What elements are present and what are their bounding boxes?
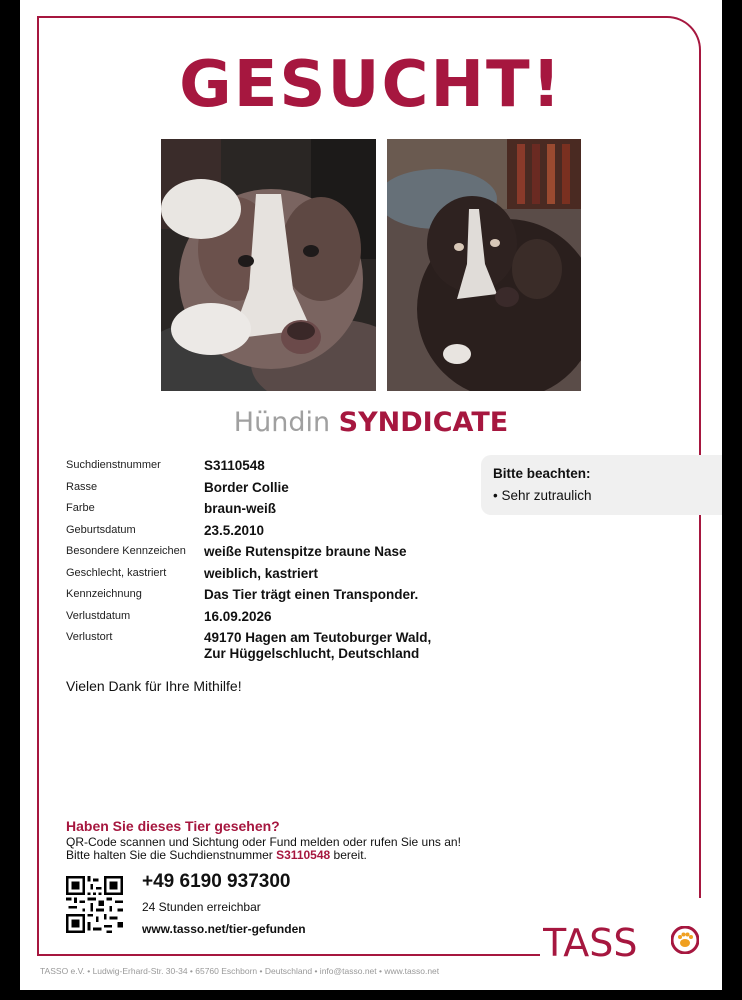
- poster-frame-bottom: [37, 954, 540, 956]
- dog-photo-2: [387, 139, 581, 391]
- detail-label: Besondere Kennzeichen: [66, 545, 186, 557]
- detail-value: [204, 630, 431, 662]
- contact-question: Haben Sie dieses Tier gesehen?: [66, 818, 280, 834]
- pet-name: SYNDICATE: [338, 407, 509, 438]
- pet-sex: Hündin: [233, 407, 331, 438]
- detail-row: [66, 587, 486, 609]
- detail-label: Geburtsdatum: [66, 523, 136, 536]
- detail-value: weiße Rutenspitze braune Nase: [204, 544, 407, 559]
- detail-value: 16.09.2026: [204, 608, 272, 624]
- detail-label: Verlustdatum: [66, 609, 131, 622]
- detail-row: [66, 544, 486, 566]
- thanks-text: Vielen Dank für Ihre Mithilfe!: [66, 678, 242, 694]
- detail-row: [66, 566, 486, 588]
- detail-row: [66, 501, 486, 523]
- detail-value: S3110548: [204, 458, 265, 473]
- detail-value: Border Collie: [204, 479, 289, 495]
- pet-name-line: [20, 407, 722, 438]
- detail-label: Suchdienstnummer: [66, 459, 161, 471]
- logo-text: TASS: [543, 921, 638, 965]
- notice-item: • Sehr zutraulich: [493, 488, 592, 503]
- detail-label: Rasse: [66, 480, 98, 493]
- contact-instruction: QR-Code scannen und Sichtung oder Fund melden oder rufen Sie uns an!: [66, 835, 461, 849]
- contact-phone[interactable]: +49 6190 937300: [142, 871, 291, 892]
- detail-row: [66, 523, 486, 545]
- detail-label: Geschlecht, kastriert: [66, 566, 167, 579]
- detail-value: weiblich, kastriert: [204, 565, 319, 581]
- qr-code-icon[interactable]: [66, 876, 123, 933]
- dog-photo-1: [161, 139, 376, 391]
- paw-icon: [671, 926, 699, 954]
- detail-label: Verlustort: [66, 631, 113, 643]
- detail-row: [66, 630, 486, 670]
- poster-page: [20, 0, 722, 990]
- detail-row: [66, 480, 486, 502]
- detail-label: Kennzeichnung: [66, 588, 142, 600]
- detail-value: 23.5.2010: [204, 522, 265, 538]
- reference-number: S3110548: [276, 848, 331, 862]
- detail-value-line-2: Zur Hüggelschlucht, Deutschland: [204, 646, 420, 661]
- detail-label: Farbe: [66, 502, 95, 514]
- detail-row: [66, 458, 486, 480]
- contact-hours: 24 Stunden erreichbar: [142, 900, 261, 914]
- poster-title: GESUCHT!: [179, 48, 563, 122]
- detail-value: braun-weiß: [204, 501, 277, 516]
- detail-value: Das Tier trägt einen Transponder.: [204, 587, 419, 602]
- notice-title: Bitte beachten:: [493, 466, 591, 481]
- notice-box: [481, 455, 722, 515]
- details-table: [66, 458, 486, 670]
- contact-website-link[interactable]: www.tasso.net/tier-gefunden: [142, 922, 306, 936]
- detail-row: [66, 609, 486, 631]
- footer-address: TASSO e.V. • Ludwig-Erhard-Str. 30-34 • 65760 Eschborn • Deutschland • info@tasso.net • www.tasso.net: [40, 966, 440, 976]
- detail-value-line-1: 49170 Hagen am Teutoburger Wald,: [204, 630, 432, 645]
- contact-reference-line: Bitte halten Sie die Suchdienstnummer S3110548 bereit.: [66, 848, 367, 862]
